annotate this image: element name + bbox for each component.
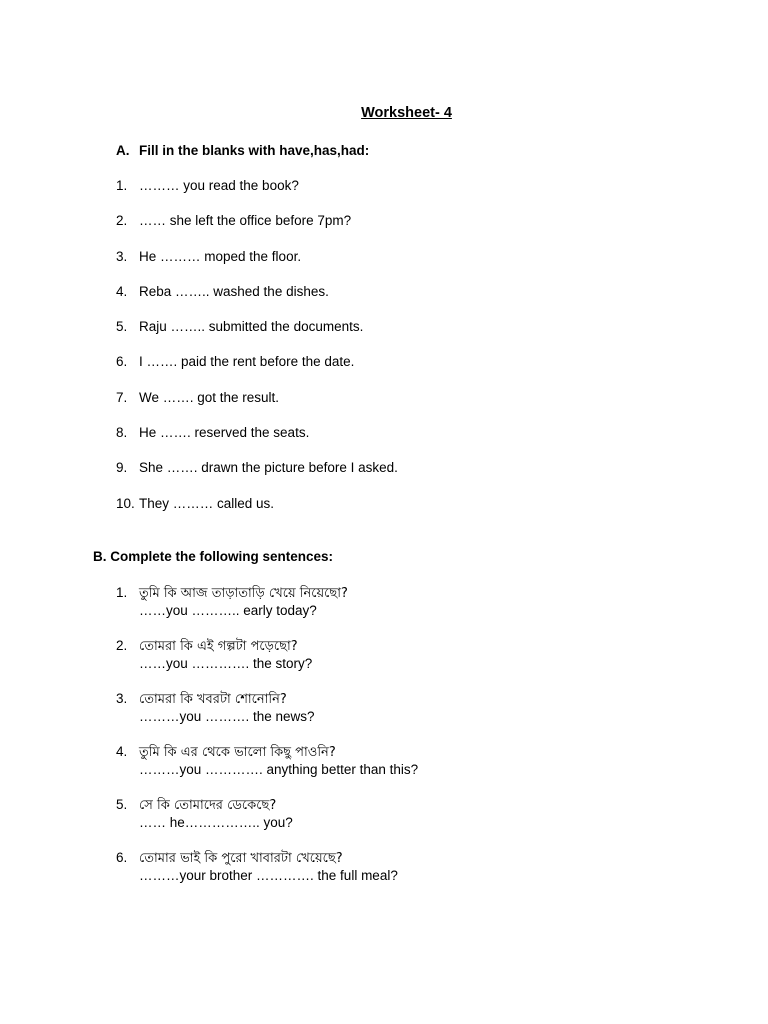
bengali-sentence: তোমার ভাই কি পুরো খাবারটা খেয়েছে?: [139, 851, 343, 866]
worksheet-title: Worksheet- 4: [361, 105, 452, 121]
english-sentence: ………you ………. the news?: [139, 709, 315, 724]
item-number: 1.: [116, 178, 128, 193]
item-number: 3.: [116, 691, 128, 706]
item-text: He ……. reserved the seats.: [139, 425, 310, 441]
list-item: [116, 690, 418, 743]
list-item: [116, 284, 398, 319]
item-number: 7.: [116, 389, 128, 405]
item-number: 9.: [116, 460, 128, 476]
list-item: [116, 460, 398, 495]
item-number: 8.: [116, 425, 128, 441]
english-sentence: …… he…………….. you?: [139, 815, 293, 830]
item-text: Raju …….. submitted the documents.: [139, 319, 364, 335]
item-number: 2.: [116, 213, 128, 229]
item-text: They ……… called us.: [139, 495, 275, 511]
list-item: [116, 425, 398, 460]
item-number: 4.: [116, 283, 128, 299]
list-item: [116, 743, 418, 796]
section-a-heading: [116, 143, 369, 158]
item-number: 5.: [116, 319, 128, 335]
item-number: 1.: [116, 585, 128, 600]
bengali-sentence: তুমি কি আজ তাড়াতাড়ি খেয়ে নিয়েছো?: [139, 586, 348, 601]
item-number: 3.: [116, 248, 128, 264]
list-item: [116, 354, 398, 389]
english-sentence: ………you …………. anything better than this?: [139, 762, 419, 777]
item-text: ……… you read the book?: [139, 178, 299, 193]
item-number: 2.: [116, 638, 128, 653]
item-text: …… she left the office before 7pm?: [139, 213, 352, 229]
bengali-sentence: সে কি তোমাদের ডেকেছে?: [139, 798, 277, 813]
list-item: [116, 178, 398, 213]
list-item: [116, 849, 418, 902]
english-sentence: ……you …………. the story?: [139, 656, 313, 671]
list-item: [116, 249, 398, 284]
item-text: She ……. drawn the picture before I asked.: [139, 460, 398, 476]
section-a-letter: A.: [116, 143, 130, 158]
bengali-sentence: তোমরা কি খবরটা শোনোনি?: [139, 692, 287, 707]
item-number: 4.: [116, 744, 128, 759]
english-sentence: ………your brother …………. the full meal?: [139, 868, 398, 883]
list-item: [116, 637, 418, 690]
list-item: [116, 496, 398, 531]
section-a-list: [116, 178, 398, 531]
list-item: [116, 213, 398, 248]
list-item: [116, 390, 398, 425]
item-text: Reba …….. washed the dishes.: [139, 283, 329, 299]
english-sentence: ……you ……….. early today?: [139, 603, 317, 618]
bengali-sentence: তোমরা কি এই গল্পটা পড়েছো?: [139, 639, 298, 654]
item-number: 5.: [116, 797, 128, 812]
item-text: He ……… moped the floor.: [139, 248, 302, 264]
item-number: 6.: [116, 354, 128, 370]
item-text: I ……. paid the rent before the date.: [139, 354, 355, 370]
list-item: [116, 796, 418, 849]
section-b-list: [116, 584, 418, 902]
section-a-heading-text: Fill in the blanks with have,has,had:: [139, 143, 370, 158]
list-item: [116, 584, 418, 637]
bengali-sentence: তুমি কি এর থেকে ভালো কিছু পাওনি?: [139, 745, 336, 760]
item-number: 6.: [116, 850, 128, 865]
item-text: We ……. got the result.: [139, 389, 280, 405]
item-number: 10.: [116, 495, 135, 511]
list-item: [116, 319, 398, 354]
section-b-heading: B. Complete the following sentences:: [93, 549, 334, 564]
